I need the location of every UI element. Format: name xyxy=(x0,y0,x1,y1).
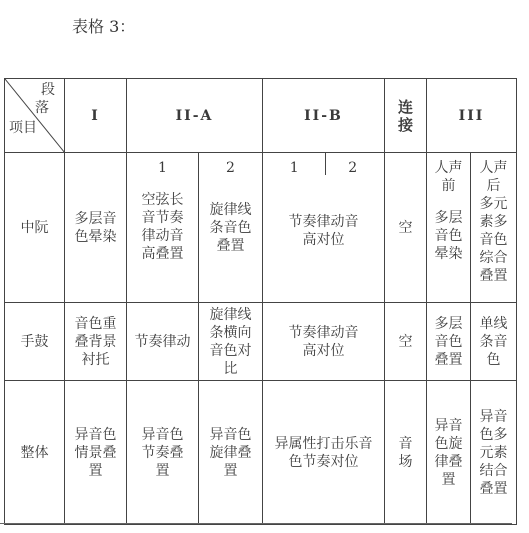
cell-zhongruan-IIA1: 1 空弦长音节奏律动音高叠置 xyxy=(127,153,199,303)
cell-shougu-IIB: 节奏律动音高对位 xyxy=(263,303,385,381)
cell-zhongruan-I: 多层音色晕染 xyxy=(65,153,127,303)
analysis-table xyxy=(4,78,517,525)
row-label-zhongruan: 中阮 xyxy=(5,153,65,303)
sub-header-IIB-group xyxy=(265,159,382,177)
col-header-link: 连接 xyxy=(385,79,427,153)
cell-zhengti-III-left: 异音色旋律叠置 xyxy=(427,381,471,525)
cell-zhengti-I: 异音色情景叠置 xyxy=(65,381,127,525)
cell-shougu-III-right: 单线条音色 xyxy=(471,303,517,381)
corner-segment-label-1: 段 xyxy=(41,82,55,98)
cell-shougu-III-left: 多层音色叠置 xyxy=(427,303,471,381)
cell-zhongruan-IIA2: 2 旋律线条音色叠置 xyxy=(199,153,263,303)
sub-header-IIB-2: 2 xyxy=(348,160,358,176)
cell-zhengti-link: 音场 xyxy=(385,381,427,525)
table-row-zhengti xyxy=(5,381,517,525)
sub-header-IIB-1: 1 xyxy=(289,160,299,176)
cell-zhengti-IIB: 异属性打击乐音色节奏对位 xyxy=(263,381,385,525)
cell-zhongruan-III-left: 人声前 多层音色晕染 xyxy=(427,153,471,303)
corner-header-cell xyxy=(5,79,65,153)
cell-zhengti-III-right: 异音色多元素结合叠置 xyxy=(471,381,517,525)
cell-zhongruan-III-right: 人声后 多元素多音色综合叠置 xyxy=(471,153,517,303)
cell-zhongruan-link: 空 xyxy=(385,153,427,303)
corner-segment-label-2: 落 xyxy=(35,100,49,116)
col-header-I: I xyxy=(65,79,127,153)
table-row-shougu xyxy=(5,303,517,381)
col-header-II-A: II-A xyxy=(127,79,263,153)
sub-header-III-left: 人声前 xyxy=(434,160,463,194)
corner-item-label: 项目 xyxy=(9,120,37,136)
row-label-shougu: 手鼓 xyxy=(5,303,65,381)
cell-shougu-I: 音色重叠背景衬托 xyxy=(65,303,127,381)
cell-shougu-IIA1: 节奏律动 xyxy=(127,303,199,381)
cell-zhongruan-IIB: 1 2 节奏律动音高对位 xyxy=(263,153,385,303)
cell-zhengti-IIA1: 异音色节奏叠置 xyxy=(127,381,199,525)
row-label-zhengti: 整体 xyxy=(5,381,65,525)
sub-header-IIA-2: 2 xyxy=(226,160,235,176)
IIB-sub-divider xyxy=(325,153,326,175)
col-header-III: III xyxy=(427,79,517,153)
cell-shougu-link: 空 xyxy=(385,303,427,381)
sub-header-III-right: 人声后 xyxy=(479,160,508,194)
col-header-II-B: II-B xyxy=(263,79,385,153)
analysis-table-wrapper xyxy=(4,78,516,524)
sub-header-IIA-1: 1 xyxy=(158,160,167,176)
table-row-zhongruan xyxy=(5,153,517,303)
cell-shougu-IIA2: 旋律线条横向音色对比 xyxy=(199,303,263,381)
header-row xyxy=(5,79,517,153)
bottom-rule-line xyxy=(0,523,512,524)
table-caption: 表格 3： xyxy=(72,17,136,36)
cell-zhengti-IIA2: 异音色旋律叠置 xyxy=(199,381,263,525)
